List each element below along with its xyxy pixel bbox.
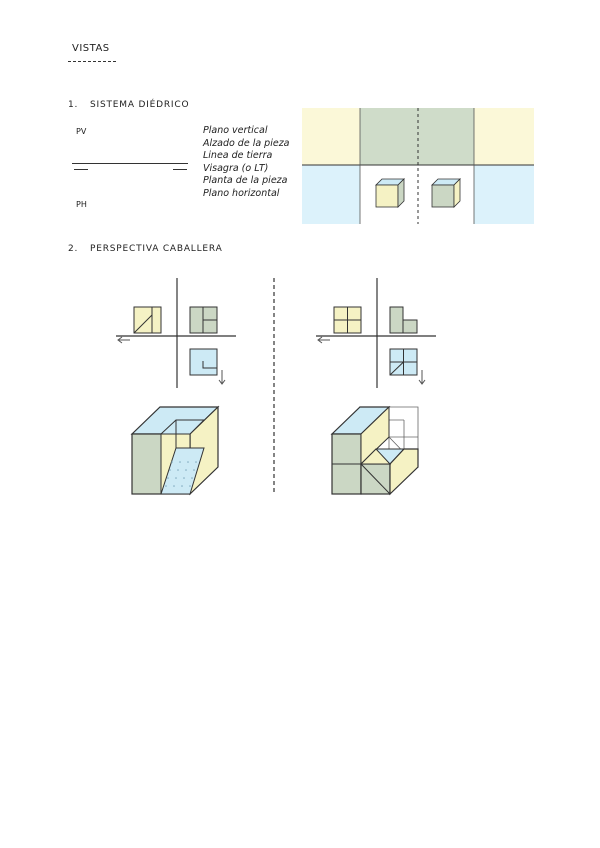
horizontal-plane-left	[302, 165, 360, 224]
cube-left	[376, 179, 404, 207]
section-1-title: SISTEMA DIÉDRICO	[90, 100, 190, 110]
cube-right	[432, 179, 460, 207]
ground-line-mark-right	[173, 169, 187, 170]
dihedral-planes-diagram	[302, 108, 534, 224]
arrow-down-icon	[219, 370, 225, 384]
views-separator	[272, 278, 276, 494]
orthographic-views-left	[112, 278, 240, 394]
legend-item: Visagra (o LT)	[203, 162, 269, 174]
legend-list	[203, 125, 290, 201]
legend-item: Alzado de la pieza	[203, 137, 290, 149]
front-view	[190, 307, 217, 333]
pv-label: PV	[76, 127, 87, 136]
side-view	[334, 307, 361, 333]
vertical-plane-left	[302, 108, 360, 165]
front-view	[390, 307, 417, 333]
side-view	[134, 307, 161, 333]
section-2-title: PERSPECTIVA CABALLERA	[90, 244, 223, 254]
cabinet-perspective-left	[124, 402, 228, 498]
section-1-number: 1.	[68, 100, 79, 110]
legend-item: Plano horizontal	[203, 187, 280, 199]
legend-item: Planta de la pieza	[203, 175, 288, 187]
arrow-down-icon	[419, 370, 425, 384]
arrow-left-icon	[118, 337, 130, 343]
ground-line	[72, 163, 188, 164]
legend-item: Linea de tierra	[203, 150, 273, 162]
vertical-plane-piece-band	[360, 108, 474, 165]
ph-label: PH	[76, 200, 87, 209]
page-title: VISTAS	[72, 43, 110, 54]
orthographic-views-right	[312, 278, 440, 394]
horizontal-plane-right	[474, 165, 534, 224]
section-2-number: 2.	[68, 244, 79, 254]
section-1-heading	[68, 100, 189, 110]
section-2-heading	[68, 244, 223, 254]
top-view	[390, 349, 417, 375]
title-underline	[68, 61, 116, 62]
legend-item: Plano vertical	[203, 125, 268, 136]
top-view	[190, 349, 217, 375]
cabinet-perspective-right	[324, 402, 428, 498]
arrow-left-icon	[318, 337, 330, 343]
vertical-plane-right	[474, 108, 534, 165]
ground-line-mark-left	[74, 169, 88, 170]
